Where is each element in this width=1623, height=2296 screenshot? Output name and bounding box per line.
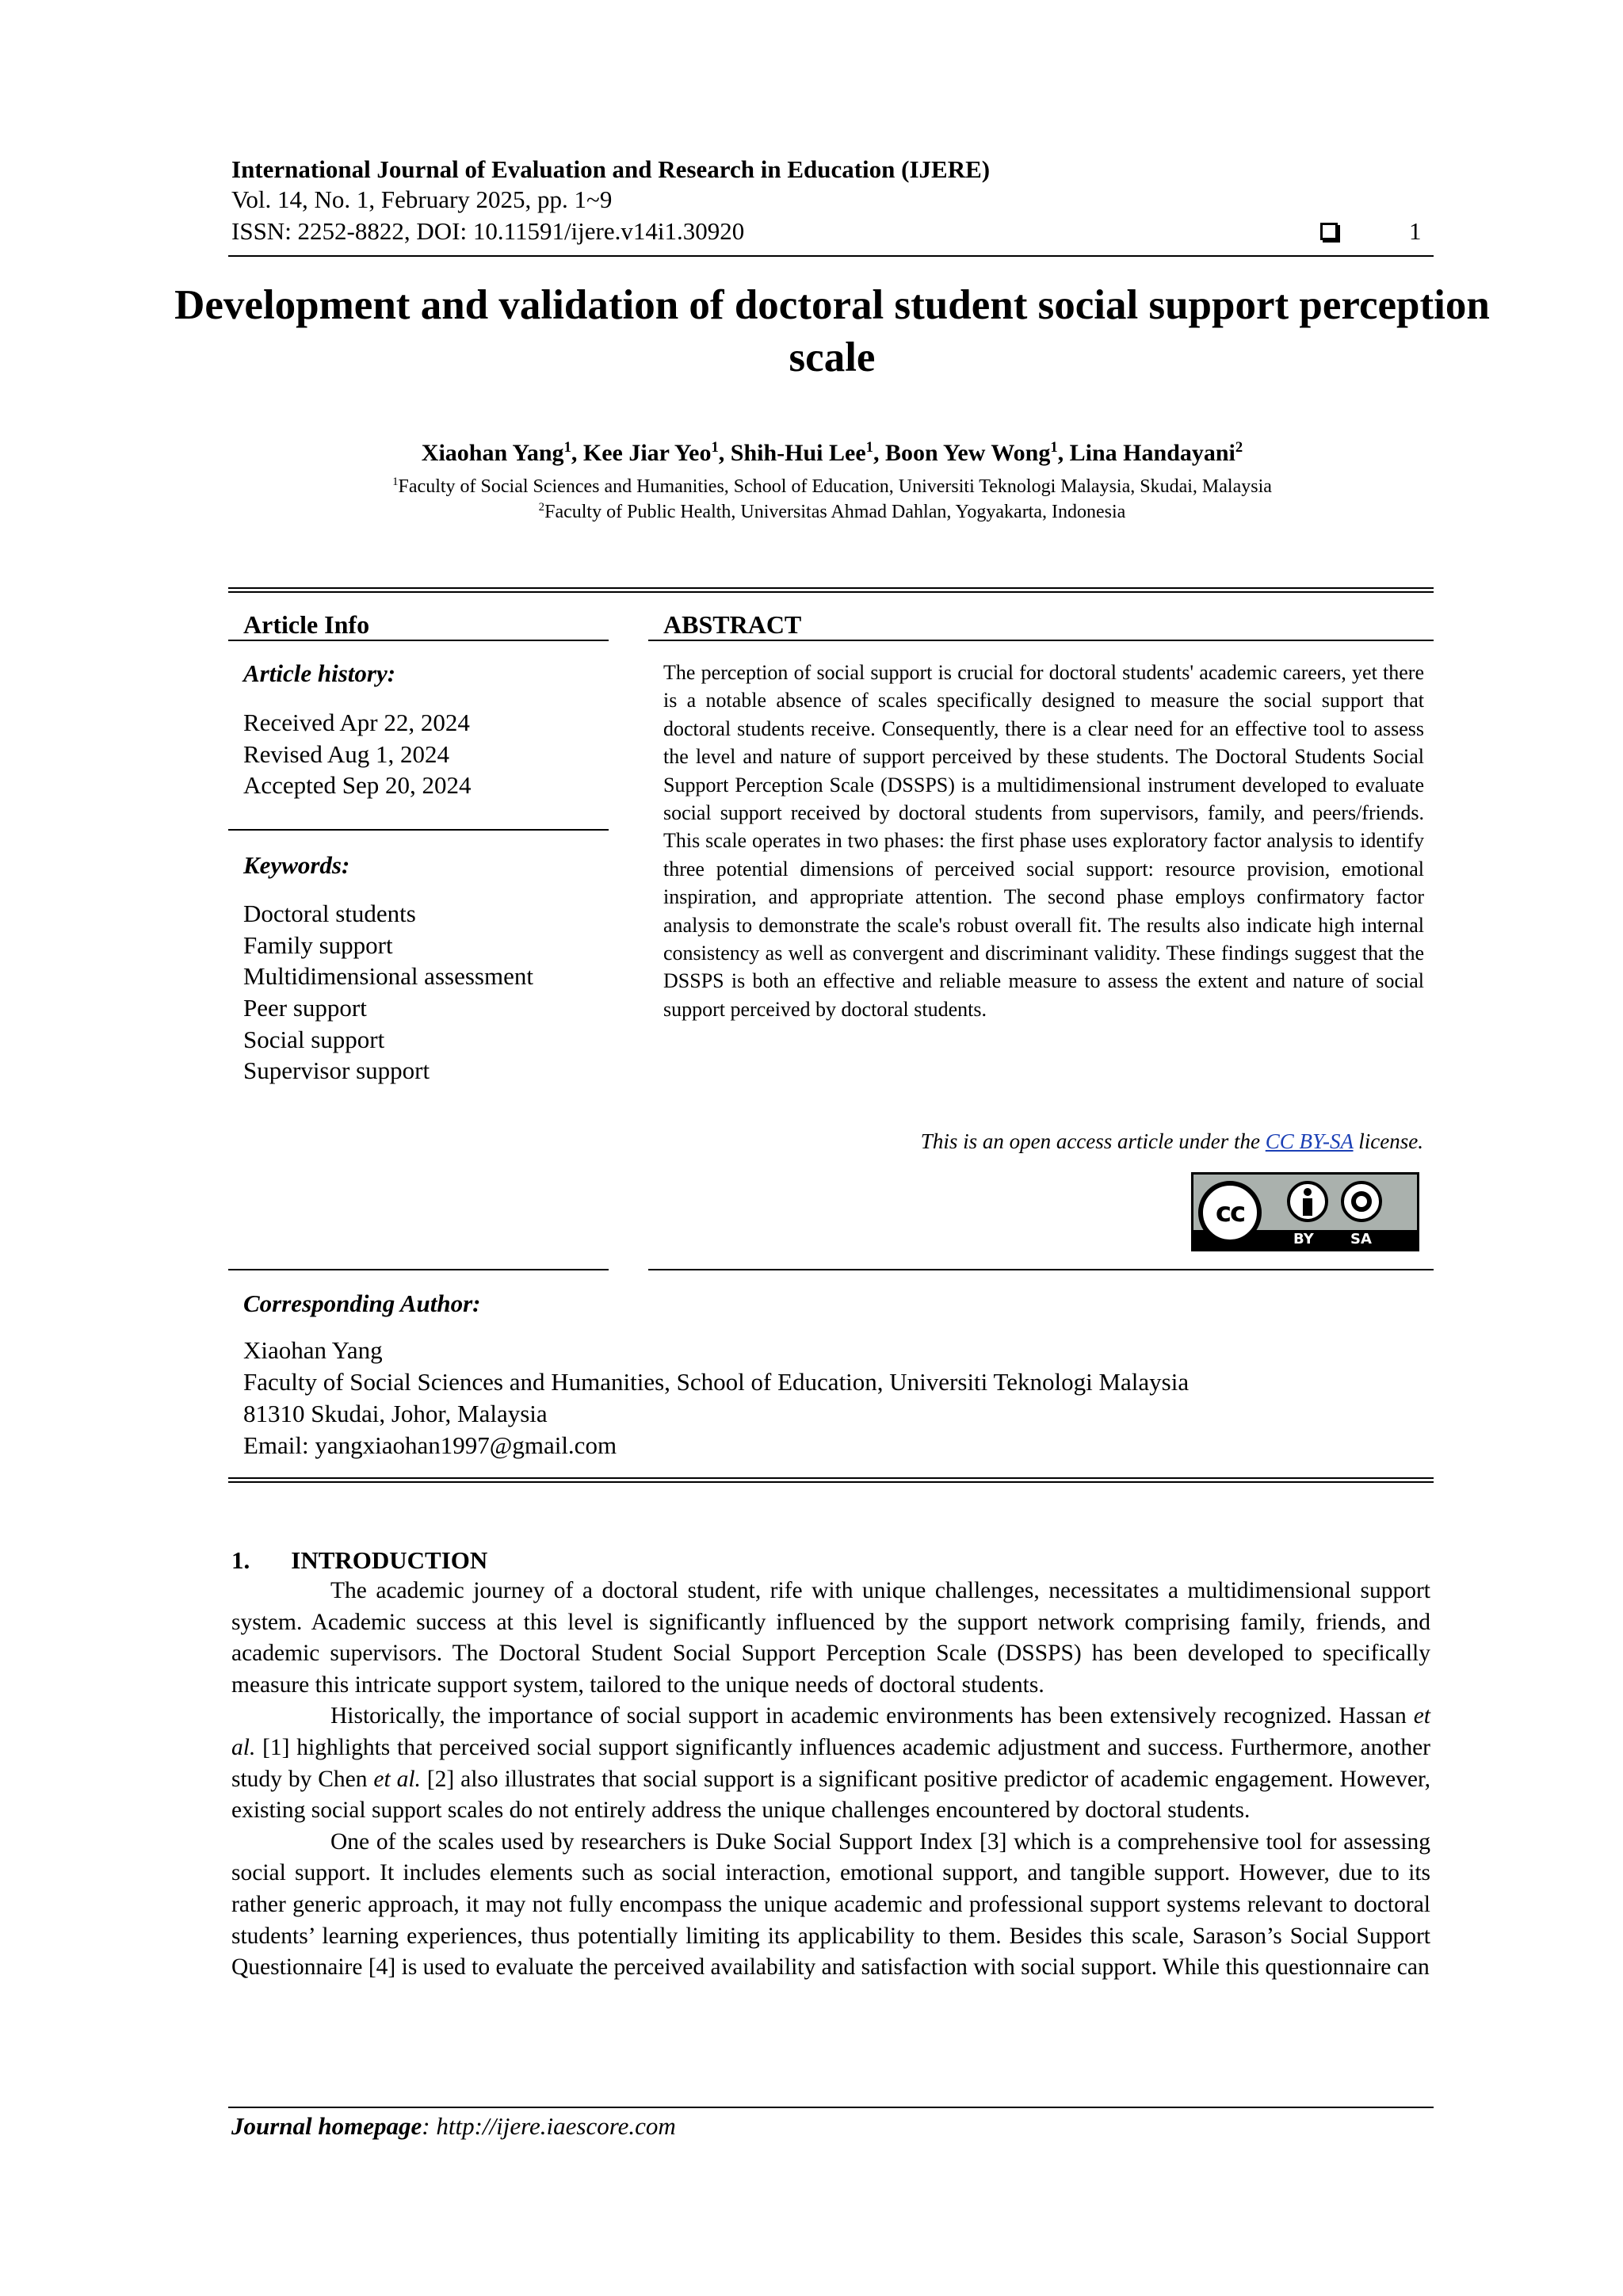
abstract-heading: ABSTRACT: [663, 610, 802, 639]
keyword: Multidimensional assessment: [243, 962, 533, 990]
article-info-bottom-rule: [228, 1269, 609, 1270]
homepage-url[interactable]: : http://ijere.iaescore.com: [422, 2112, 676, 2140]
abstract-text: The perception of social support is crucial for doctoral students' academic careers, yet there is a notable absence of scales specifically designed to measure the social support that doctoral students receive. Consequently, there is a clear need for an effective tool to assess the level and nature of support perceived by these students. The Doctoral Students Social Support Perception Scale (DSSPS) is a multidimensional instrument developed to evaluate social support received by doctoral students from supervisors, family, and peers/friends. This scale operates in two phases: the first phase uses exploratory factor analysis to identify three potential dimensions of perceived social support: resource provision, emotional inspiration, and appropriate attention. The second phase employs confirmatory factor analysis to demonstrate the scale's robust overall fit. The results also indicate high internal consistency as well as convergent and discriminant validity. These findings suggest that the DSSPS is both an effective and reliable measure to assess the extent and nature of social support perceived by doctoral students.: [663, 661, 1424, 1021]
keywords-rule: [228, 829, 609, 831]
article-history-heading: Article history:: [243, 659, 396, 687]
article-info-heading: Article Info: [243, 610, 370, 639]
cc-icon: cc: [1198, 1181, 1262, 1244]
affiliation-1: $^1$Faculty of Social Sciences and Humanities, School of Education, Universiti Teknologi Malaysia, Skudai, Malaysia: [392, 476, 1272, 497]
paper-title: Development and validation of doctoral student social support perception scale: [174, 282, 1490, 380]
author: Kee Jiar Yeo: [582, 440, 712, 466]
footer-rule: [228, 2107, 1434, 2108]
corresponding-email: Email: yangxiaohan1997@gmail.com: [243, 1431, 617, 1459]
author: Boon Yew Wong: [884, 440, 1051, 466]
abstract-rule: [648, 640, 1434, 641]
article-info-rule: [228, 640, 609, 641]
author: Shih-Hui Lee: [730, 440, 866, 466]
keyword: Social support: [243, 1026, 385, 1053]
keywords-heading: Keywords:: [243, 851, 350, 879]
badge-sa-label: SA: [1350, 1231, 1372, 1247]
abstract-bottom-rule: [648, 1269, 1434, 1270]
corresponding-address: 81310 Skudai, Johor, Malaysia: [243, 1400, 548, 1427]
introduction-body: [231, 1576, 1430, 1984]
keyword: Peer support: [243, 994, 367, 1022]
keyword: Doctoral students: [243, 900, 416, 927]
page-number: 1: [1409, 217, 1422, 245]
license-statement: This is an open access article under the CC BY-SA license.: [920, 1129, 1423, 1153]
header-rule: [228, 255, 1434, 257]
cc-by-sa-badge[interactable]: [1191, 1172, 1419, 1251]
keyword: Family support: [243, 931, 393, 959]
journal-name: International Journal of Evaluation and Research in Education (IJERE): [231, 155, 991, 183]
paragraph: The academic journey of a doctoral student, rife with unique challenges, necessitates a multidimensional support system. Academic success at this level is significantly influenced by the support network comprising family, friends, and academic supervisors. The Doctoral Student Social Support Perception Scale (DSSPS) has been developed to specifically measure this intricate support system, tailored to the unique needs of doctoral students.: [231, 1578, 1430, 1698]
journal-homepage: Journal homepage: http://ijere.iaescore.com: [231, 2112, 676, 2140]
share-alike-icon: [1341, 1181, 1382, 1222]
keyword: Supervisor support: [243, 1056, 430, 1084]
corresponding-name: Xiaohan Yang: [243, 1336, 383, 1364]
corresponding-bottom-rule-2: [228, 1481, 1434, 1483]
issn-doi: ISSN: 2252-8822, DOI: 10.11591/ijere.v14i1.30920: [231, 217, 745, 245]
paragraph: One of the scales used by researchers is Duke Social Support Index [3] which is a comprehensive tool for assessing social support. It includes elements such as social interaction, emotional support, and tangible support. However, due to its rather generic approach, it may not fully encompass the unique academic and professional support systems relevant to doctoral students’ learning experiences, thus potentially limiting its applicability to them. Besides this scale, Sarason’s Social Support Questionnaire [4] is used to evaluate the perceived availability and satisfaction with social support. While this questionnaire can: [231, 1828, 1430, 1981]
paragraph: Historically, the importance of social support in academic environments has been extensively recognized. Hassan et al. [1] highlights that perceived social support significantly influences academic adjustment and success. Furthermore, another study by Chen et al. [2] also illustrates that social support is a significant positive predictor of academic engagement. However, existing social support scales do not entirely address the unique challenges encountered by doctoral students.: [231, 1703, 1430, 1824]
author: Lina Handayani: [1069, 440, 1235, 466]
info-top-rule: [228, 587, 1434, 589]
history-received: Received Apr 22, 2024: [243, 709, 470, 736]
checkbox-square-icon: [1320, 223, 1338, 240]
affiliation-2: $^2$Faculty of Public Health, Universitas Ahmad Dahlan, Yogyakarta, Indonesia: [538, 501, 1126, 522]
section-heading: 1. INTRODUCTION: [231, 1546, 488, 1574]
volume-info: Vol. 14, No. 1, February 2025, pp. 1~9: [231, 185, 613, 213]
info-top-rule-2: [228, 591, 1434, 593]
author-list: Xiaohan Yang$^1$, Kee Jiar Yeo$^1$, Shih-Hui Lee$^1$, Boon Yew Wong$^1$, Lina Handayani$^2$: [421, 439, 1243, 466]
history-accepted: Accepted Sep 20, 2024: [243, 771, 472, 799]
corresponding-affiliation: Faculty of Social Sciences and Humanities, School of Education, Universiti Teknologi Malaysia: [243, 1368, 1190, 1396]
attribution-icon: [1287, 1181, 1328, 1222]
license-link[interactable]: CC BY-SA: [1265, 1129, 1354, 1153]
badge-by-label: BY: [1293, 1231, 1314, 1247]
corresponding-bottom-rule: [228, 1477, 1434, 1479]
history-revised: Revised Aug 1, 2024: [243, 740, 450, 768]
corresponding-heading: Corresponding Author:: [243, 1289, 481, 1317]
author: Xiaohan Yang: [421, 440, 564, 466]
